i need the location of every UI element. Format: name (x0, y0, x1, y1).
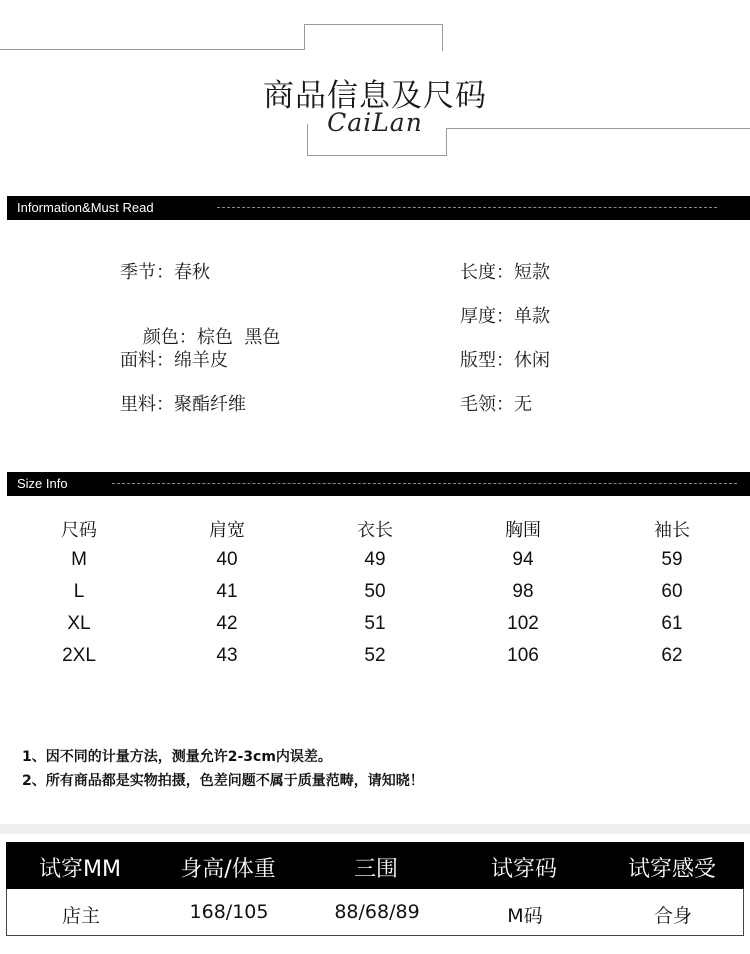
info-value: 棕色 黑色 (196, 327, 281, 348)
info-item-thickness: 厚度：单款 (460, 306, 550, 327)
info-item-season: 季节：春秋 (120, 262, 210, 283)
size-cell: M (71, 549, 87, 570)
size-header-cell: 胸围 (505, 520, 541, 541)
model-cell: 合身 (653, 905, 692, 927)
size-section-label: Size Info (17, 476, 68, 491)
size-header-cell: 肩宽 (209, 520, 245, 541)
model-cell: 88/68/89 (334, 901, 420, 923)
page-title: 商品信息及尺码 (263, 78, 487, 114)
size-cell: 102 (507, 613, 539, 634)
header-rule-top (304, 24, 443, 25)
size-cell: 61 (661, 613, 683, 634)
size-table-row (0, 581, 750, 613)
size-cell: 52 (364, 645, 386, 666)
size-table-header (0, 516, 750, 548)
info-item-fit: 版型：休闲 (460, 350, 550, 371)
header-rule-bottom-right-riser (446, 128, 447, 156)
section-separator (0, 824, 750, 834)
info-value: 休闲 (514, 350, 550, 371)
model-cell: M码 (507, 905, 543, 927)
info-value: 短款 (514, 262, 550, 283)
size-cell: 43 (216, 645, 238, 666)
info-item-fur-collar: 毛领：无 (460, 394, 532, 415)
info-key: 颜色 (142, 327, 179, 348)
size-cell: 41 (216, 581, 238, 602)
header-rule-top-drop (442, 24, 443, 51)
info-item-color: 颜色：棕色 黑色 (142, 327, 281, 348)
info-item-fabric: 面料：绵羊皮 (120, 350, 228, 371)
model-header-cell: 三围 (353, 857, 398, 882)
info-key: 长度 (460, 262, 496, 283)
info-value: 绵羊皮 (174, 350, 228, 371)
size-table-row (0, 613, 750, 645)
note-color-difference: 2、所有商品都是实物拍摄，色差问题不属于质量范畴，请知晓！ (22, 773, 424, 789)
brand-logo: CaiLan (327, 108, 423, 137)
model-header-cell: 试穿感受 (627, 857, 716, 882)
info-key: 毛领 (460, 394, 496, 415)
info-item-length: 长度：短款 (460, 262, 550, 283)
size-cell: 2XL (62, 645, 96, 666)
size-header-cell: 尺码 (61, 520, 97, 541)
header-rule-left (0, 49, 305, 50)
info-value: 无 (514, 394, 532, 415)
note-measurement: 1、因不同的计量方法，测量允许2-3cm内误差。 (22, 749, 332, 765)
size-section-divider (112, 483, 737, 484)
model-cell: 店主 (61, 905, 100, 927)
size-cell: 59 (661, 549, 683, 570)
info-value: 聚酯纤维 (174, 394, 246, 415)
size-cell: XL (67, 613, 91, 634)
size-cell: 60 (661, 581, 683, 602)
info-key: 季节 (120, 262, 156, 283)
size-cell: L (73, 581, 85, 602)
info-key: 面料 (120, 350, 156, 371)
info-key: 厚度 (460, 306, 496, 327)
info-section-divider (217, 207, 717, 208)
info-section-bar (7, 196, 750, 220)
header-rule-bottom (307, 155, 447, 156)
size-cell: 49 (364, 549, 386, 570)
size-cell: 51 (364, 613, 386, 634)
size-cell: 98 (512, 581, 534, 602)
size-cell: 50 (364, 581, 386, 602)
model-header-cell: 身高/体重 (180, 857, 276, 882)
size-cell: 62 (661, 645, 683, 666)
header-rule-left-riser (304, 24, 305, 50)
size-cell: 106 (507, 645, 539, 666)
info-value: 春秋 (174, 262, 210, 283)
size-cell: 94 (512, 549, 534, 570)
model-table-row (6, 889, 744, 936)
size-header-cell: 袖长 (654, 520, 690, 541)
header-rule-right (446, 128, 750, 129)
size-table-row (0, 549, 750, 581)
size-section-bar (7, 472, 750, 496)
info-section-label: Information&Must Read (17, 200, 154, 215)
info-key: 里料 (120, 394, 156, 415)
model-header-cell: 试穿MM (39, 857, 121, 882)
size-cell: 40 (216, 549, 238, 570)
model-table-header (6, 842, 744, 889)
model-header-cell: 试穿码 (490, 857, 557, 882)
size-header-cell: 衣长 (357, 520, 393, 541)
info-key: 版型 (460, 350, 496, 371)
header-rule-bottom-left-riser (307, 124, 308, 156)
info-item-lining: 里料：聚酯纤维 (120, 394, 246, 415)
model-cell: 168/105 (189, 901, 269, 923)
size-table-row (0, 645, 750, 677)
info-value: 单款 (514, 306, 550, 327)
size-cell: 42 (216, 613, 238, 634)
